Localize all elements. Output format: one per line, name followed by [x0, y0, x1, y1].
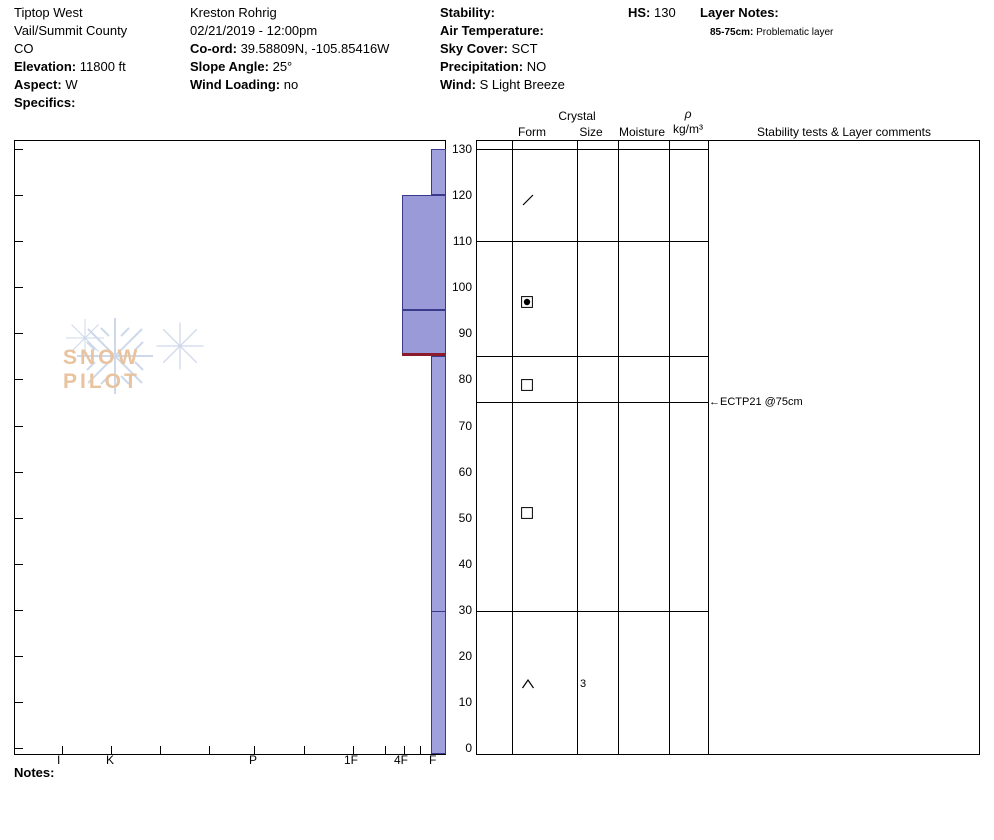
header-column-weather: [440, 4, 630, 94]
divider-form-left: [512, 141, 513, 754]
wind-loading-row: [190, 76, 440, 94]
depth-tick-0: 0: [465, 741, 472, 755]
hardness-profile-plot: [14, 140, 446, 755]
hardness-label-f: F: [429, 753, 437, 767]
layer-bar-85-75: [402, 310, 446, 356]
depth-tick-30: 30: [458, 603, 472, 617]
depth-tick-40: 40: [458, 557, 472, 571]
size-header: Size: [579, 125, 603, 139]
depth-tick-60: 60: [458, 465, 472, 479]
depth-tick-10: 10: [458, 695, 472, 709]
hardness-label-i: I: [57, 753, 61, 767]
air-temperature-row: [440, 22, 630, 40]
divider-moisture-density: [669, 141, 670, 754]
divider-form-size: [577, 141, 578, 754]
depth-axis: [446, 140, 476, 755]
depth-tick-110: 110: [452, 234, 472, 248]
site-county: Vail/Summit County: [14, 23, 128, 38]
depth-tick-80: 80: [458, 372, 472, 386]
grain-symbol-facets-lower: [521, 507, 533, 522]
layer-boundary-110: [477, 241, 708, 242]
layer-note-item: [710, 24, 990, 42]
crystal-header: [540, 109, 614, 123]
elevation-row: [14, 58, 189, 76]
hardness-label-4f: 4F: [394, 753, 409, 767]
coord-label: Co-ord:: [190, 41, 237, 56]
notes-label: Notes:: [14, 765, 55, 780]
hardness-label-1f: 1F: [344, 753, 359, 767]
slope-angle-row: [190, 58, 440, 76]
stability-test-label: ECTP21 @75cm: [720, 396, 803, 408]
coord-value: 39.58809N, -105.85416W: [240, 41, 390, 56]
stability-row: [440, 4, 630, 22]
depth-tick-90: 90: [458, 326, 472, 340]
hs-label: HS:: [628, 5, 651, 20]
observation-datetime: 02/21/2019 - 12:00pm: [190, 23, 318, 38]
hs-row: [628, 4, 698, 22]
precipitation-label: Precipitation:: [440, 59, 524, 74]
stability-label: Stability:: [440, 5, 495, 20]
layer-bar-30-0: [431, 611, 446, 754]
stability-tests-header: Stability tests & Layer comments: [756, 125, 932, 139]
crystal-title: Crystal: [558, 109, 596, 123]
grain-size-depth-hoar: 3: [580, 678, 587, 690]
layer-boundary-85: [477, 356, 708, 357]
sky-cover-row: [440, 40, 630, 58]
specifics-row: [14, 94, 189, 112]
sky-cover-value: SCT: [511, 41, 538, 56]
moisture-header: Moisture: [618, 125, 665, 139]
watermark-text: SNOW PILOT: [63, 346, 141, 393]
grain-symbol-depth-hoar: [521, 677, 535, 694]
hs-value: 130: [654, 5, 676, 20]
depth-tick-130: 130: [451, 142, 472, 156]
header-column-observer: [190, 4, 440, 94]
grain-symbol-decomposing-fragments: [521, 193, 535, 210]
stability-test-annotation: [709, 396, 803, 408]
layer-note-text: Problematic layer: [756, 27, 834, 38]
slope-angle-value: 25°: [272, 59, 293, 74]
depth-tick-70: 70: [458, 419, 472, 433]
hardness-label-p: P: [249, 753, 258, 767]
layer-bar-110-85: [402, 195, 446, 310]
air-temperature-label: Air Temperature:: [440, 23, 544, 38]
depth-tick-120: 120: [451, 188, 472, 202]
layer-notes-label: Layer Notes:: [700, 5, 779, 20]
density-units-header: kg/m³: [673, 122, 703, 136]
grain-symbol-faceted-rounded: [521, 296, 533, 311]
depth-tick-100: 100: [451, 280, 472, 294]
coord-row: [190, 40, 440, 58]
observer-name: Kreston Rohrig: [190, 5, 277, 20]
aspect-label: Aspect:: [14, 77, 62, 92]
site-state: CO: [14, 41, 34, 56]
precipitation-row: [440, 58, 630, 76]
divider-density-comments: [708, 141, 709, 754]
layer-note-range: 85-75cm:: [710, 27, 754, 38]
depth-tick-20: 20: [458, 649, 472, 663]
aspect-row: [14, 76, 189, 94]
slope-angle-label: Slope Angle:: [190, 59, 269, 74]
wind-loading-value: no: [283, 77, 299, 92]
wind-row: [440, 76, 630, 94]
sky-cover-label: Sky Cover:: [440, 41, 508, 56]
wind-label: Wind:: [440, 77, 476, 92]
hardness-label-k: K: [106, 753, 115, 767]
layer-detail-columns: [476, 140, 980, 755]
form-header: Form: [518, 125, 546, 139]
specifics-label: Specifics:: [14, 95, 76, 110]
wind-loading-label: Wind Loading:: [190, 77, 281, 92]
header-column-hs: [628, 4, 698, 22]
divider-size-moisture: [618, 141, 619, 754]
header-column-site: [14, 4, 189, 112]
weak-layer-line: [402, 353, 446, 356]
site-name: Tiptop West: [14, 5, 83, 20]
grain-symbol-facets-upper: [521, 379, 533, 394]
header-column-layer-notes: [700, 4, 990, 42]
snowpilot-watermark: [55, 316, 225, 401]
stability-test-arrow-icon: ←: [709, 396, 720, 408]
layer-boundary-75: [477, 402, 708, 403]
aspect-value: W: [65, 77, 78, 92]
layer-boundary-130: [477, 149, 708, 150]
layer-boundary-30: [477, 611, 708, 612]
elevation-value: 11800 ft: [79, 59, 126, 74]
precipitation-value: NO: [526, 59, 547, 74]
layer-bar-130-110: [431, 149, 446, 195]
density-symbol-header: ρ: [684, 107, 692, 121]
wind-value: S Light Breeze: [479, 77, 565, 92]
depth-tick-50: 50: [458, 511, 472, 525]
elevation-label: Elevation:: [14, 59, 77, 74]
